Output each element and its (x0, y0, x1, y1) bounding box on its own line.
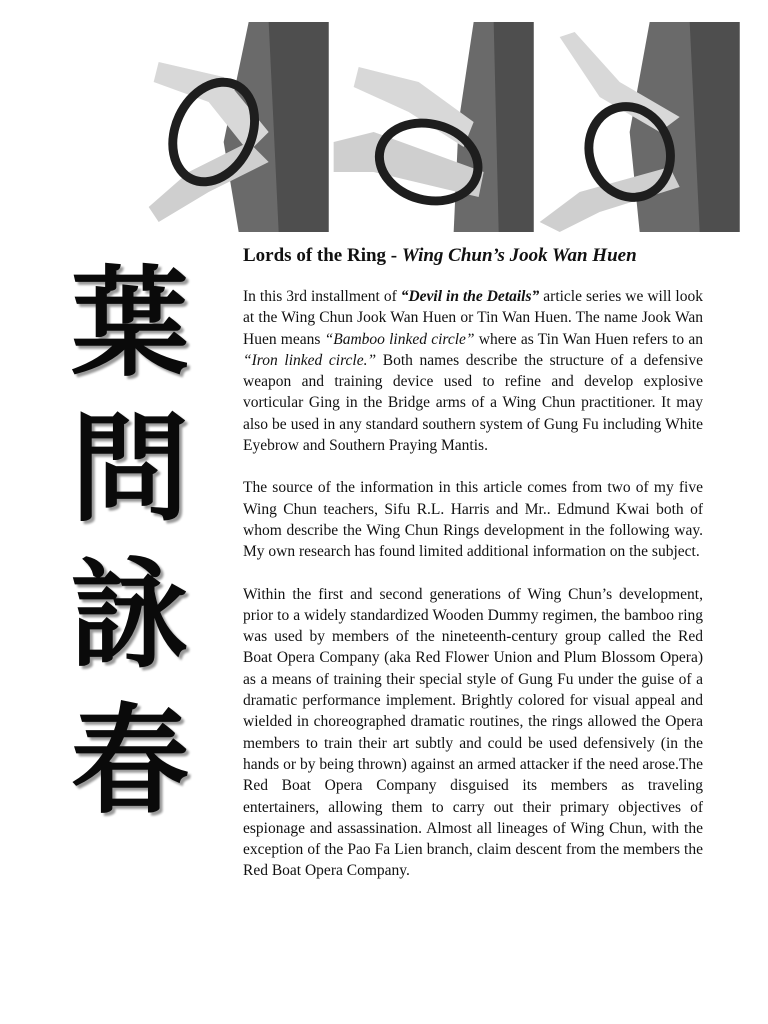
p1-text-c: article series we will look at the Wing Chun Jook Wan Huen or Tin Wan Huen. The name Jook Wan Huen means (243, 288, 703, 348)
article-title-main: Lords of the Ring - (243, 245, 402, 266)
article-paragraph-3: Within the first and second generations of Wing Chun’s development, prior to a widely standardized Wooden Dummy regimen, the bamboo ring was used by members of the nineteenth-century group called the Red Boat Opera Company (aka Red Flower Union and Plum Blossom Opera) as a means of training their special style of Gung Fu under the guise of a dramatic performance implement. Brightly colored for visual appeal and wielded in choreographed dramatic routines, the rings allowed the Opera members to train their art subtly and could be used defensively (in the hands or by being thrown) against an armed attacker if the need arose.The Red Boat Opera Company disguised its members as traveling entertainers, allowing them to carry out their primary objectives of espionage and assassination. Almost all lineages of Wing Chun, with the exception of the Pao Fa Lien branch, claim descent from the members the Red Boat Opera Company. (243, 585, 703, 880)
p1-text-e: where as Tin Wan Huen refers to an (474, 330, 704, 348)
calligraphy-character: 春 (70, 691, 189, 830)
wing-chun-ring-photo-3 (539, 22, 740, 232)
article-paragraph-1 (243, 286, 703, 456)
article-title-sub: Wing Chun’s Jook Wan Huen (401, 245, 637, 266)
article-paragraph-2: The source of the information in this article comes from two of my five Wing Chun teachers, Sifu R.L. Harris and Mr.. Edmund Kwai both of whom describe the Wing Chun Rings development in the following way. My own research has found limited additional information on the subject. (243, 479, 703, 561)
ring-technique-photo-3 (539, 22, 740, 232)
ring-technique-photo-1 (128, 22, 329, 232)
calligraphy-character: 詠 (70, 545, 189, 684)
article-title (243, 244, 703, 268)
article (243, 244, 703, 903)
p1-series-name: “Devil in the Details” (400, 288, 540, 305)
wing-chun-ring-photo-2 (333, 22, 534, 232)
p1-bamboo-term: “Bamboo linked circle” (324, 330, 475, 348)
wing-chun-ring-photo-1 (128, 22, 329, 232)
p1-iron-term: “Iron linked circle.” (243, 351, 377, 369)
ring-technique-photo-2 (333, 22, 534, 232)
p1-text-a: In this 3rd installment of (243, 288, 401, 305)
calligraphy-character: 問 (70, 399, 189, 538)
p1-text-g: Both names describe the structure of a defensive weapon and training device used to refine and develop explosive vorticular Ging in the Bridge arms of a Wing Chun practitioner. It may also be used in any standard southern system of Gung Fu including White Eyebrow and Southern Praying Mantis. (243, 351, 703, 455)
calligraphy-character: 葉 (70, 253, 189, 392)
calligraphy-column (60, 250, 200, 834)
photo-strip (128, 22, 740, 232)
